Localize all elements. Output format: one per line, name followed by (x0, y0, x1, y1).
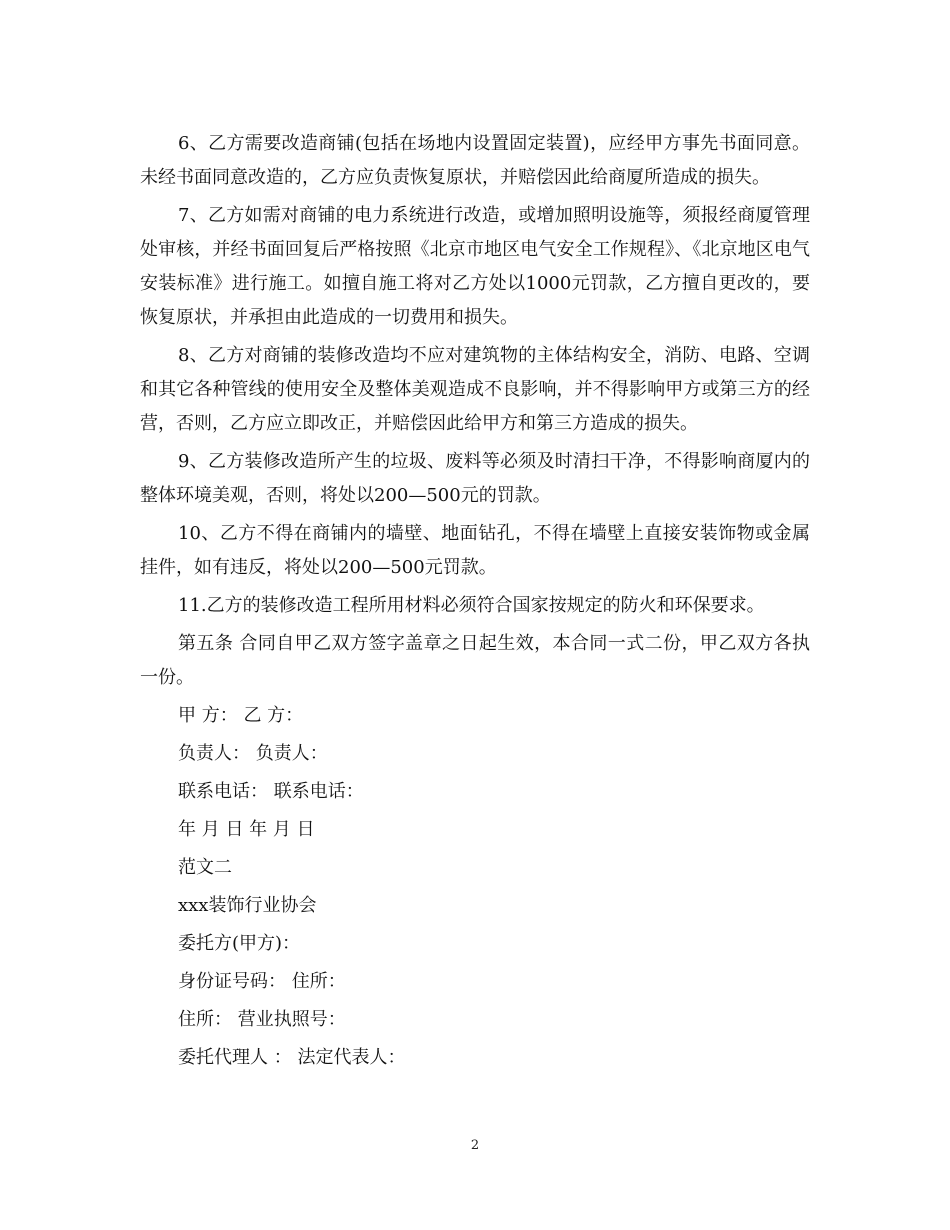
clause-7-paragraph: 7、乙方如需对商铺的电力系统进行改造，或增加照明设施等，须报经商厦管理处审核，并经书面回复后严格按照《北京市地区电气安全工作规程》、《北京地区电气安装标准》进行施工。如擅自施工将对乙方处以1000元罚款，乙方擅自更改的，要恢复原状，并承担由此造成的一切费用和损失。 (140, 205, 810, 328)
association-name-line: xxx装饰行业协会 (178, 895, 317, 916)
id-number-line: 身份证号码： 住所： (178, 971, 346, 992)
agent-representative-line: 委托代理人 ： 法定代表人： (178, 1047, 406, 1068)
sample-two-heading: 范文二 (178, 857, 232, 878)
clause-8-paragraph: 8、乙方对商铺的装修改造均不应对建筑物的主体结构安全，消防、电路、空调和其它各种管线的使用安全及整体美观造成不良影响，并不得影响甲方或第三方的经营，否则，乙方应立即改正，并赔偿因此给甲方和第三方造成的损失。 (140, 345, 810, 434)
clause-6-paragraph: 6、乙方需要改造商铺(包括在场地内设置固定装置)，应经甲方事先书面同意。未经书面同意改造的，乙方应负责恢复原状，并赔偿因此给商厦所造成的损失。 (140, 133, 810, 188)
address-license-line: 住所： 营业执照号： (178, 1009, 346, 1030)
page-number: 2 (470, 1138, 480, 1153)
document-body (140, 127, 810, 1079)
clause-9-paragraph: 9、乙方装修改造所产生的垃圾、废料等必须及时清扫干净，不得影响商厦内的整体环境美观，否则，将处以200—500元的罚款。 (140, 451, 810, 506)
contact-phone-line: 联系电话： 联系电话： (178, 781, 364, 802)
responsible-person-line: 负责人： 负责人： (178, 743, 328, 764)
clause-10-paragraph: 10、乙方不得在商铺内的墙壁、地面钻孔，不得在墙壁上直接安装饰物或金属挂件，如有违反，将处以200—500元罚款。 (140, 523, 810, 578)
article-5-paragraph: 第五条 合同自甲乙双方签字盖章之日起生效，本合同一式二份，甲乙双方各执一份。 (140, 633, 810, 688)
clause-11-paragraph: 11.乙方的装修改造工程所用材料必须符合国家按规定的防火和环保要求。 (178, 595, 765, 616)
party-names-line: 甲 方： 乙 方： (178, 705, 304, 726)
date-line: 年 月 日 年 月 日 (178, 819, 315, 840)
principal-party-line: 委托方(甲方)： (178, 933, 301, 954)
